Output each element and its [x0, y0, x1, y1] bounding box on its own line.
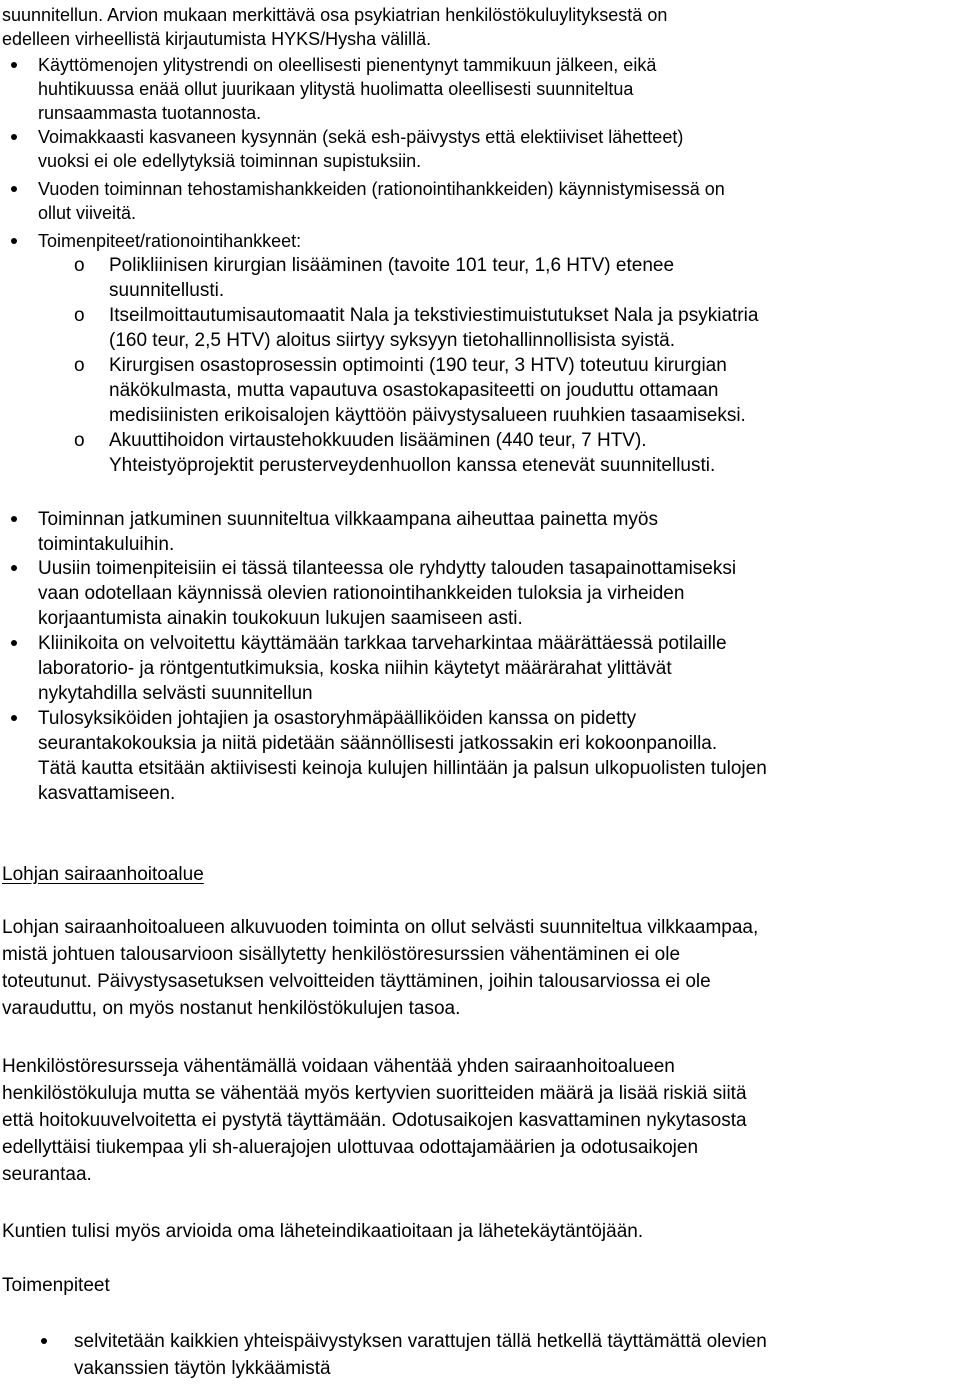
text-line: runsaammasta tuotannosta. — [38, 103, 262, 123]
text-line: nykytahdilla selvästi suunnitellun — [38, 683, 313, 704]
text-line: Tulosyksiköiden johtajien ja osastoryhmäpäälliköiden kanssa on pidetty — [38, 708, 637, 729]
text-line: Henkilöstöresursseja vähentämällä voidaan vähentää yhden sairaanhoitoalueen — [2, 1056, 675, 1077]
sub-bullet-marker: o — [74, 430, 85, 451]
bullet-icon — [11, 565, 17, 571]
text-line: edellyttäisi tiukempaa yli sh-aluerajojen ulottuvaa odottajamäärien ja odotusaikojen — [2, 1137, 699, 1158]
sub-bullet-marker: o — [74, 355, 85, 376]
section-heading: Lohjan sairaanhoitoalue — [2, 864, 204, 885]
bullet-icon — [11, 62, 17, 68]
text-line: mistä johtuen talousarvioon sisällytetty henkilöstöresurssien vähentäminen ei ole — [2, 944, 681, 965]
bullet-icon — [11, 516, 17, 522]
bullet-icon — [11, 186, 17, 192]
text-line: kasvattamiseen. — [38, 783, 176, 804]
text-line: huhtikuussa enää ollut juurikaan ylitystä huolimatta oleellisesti suunniteltua — [38, 79, 634, 99]
text-line: että hoitokuuvelvoitetta ei pystytä täyttämään. Odotusaikojen kasvattaminen nykytasosta — [2, 1110, 747, 1131]
text-line: suunnitellun. Arvion mukaan merkittävä osa psykiatrian henkilöstökuluylityksestä on — [2, 5, 668, 25]
bullet-icon — [11, 715, 17, 721]
sub-bullet-marker: o — [74, 305, 85, 326]
text-line: medisiinisten erikoisalojen käyttöön päivystysalueen ruuhkien tasaamiseksi. — [109, 405, 746, 426]
text-line: ollut viiveitä. — [38, 203, 137, 223]
text-line: Yhteistyöprojektit perusterveydenhuollon kanssa etenevät suunnitellusti. — [109, 455, 716, 476]
text-line: Polikliinisen kirurgian lisääminen (tavoite 101 teur, 1,6 HTV) etenee — [109, 255, 675, 276]
text-line: Akuuttihoidon virtaustehokkuuden lisääminen (440 teur, 7 HTV). — [109, 430, 647, 451]
text-line: vuoksi ei ole edellytyksiä toiminnan supistuksiin. — [38, 151, 422, 171]
text-line: edelleen virheellistä kirjautumista HYKS/Hysha välillä. — [2, 29, 432, 49]
bullet-icon — [11, 134, 17, 140]
text-line: Uusiin toimenpiteisiin ei tässä tilanteessa ole ryhdytty talouden tasapainottamiseksi — [38, 558, 737, 579]
bullet-icon — [41, 1338, 47, 1344]
text-line: henkilöstökuluja mutta se vähentää myös kertyvien suoritteiden määrä ja lisää riskiä siitä — [2, 1083, 747, 1104]
text-line: vakanssien täytön lykkäämistä — [74, 1358, 331, 1379]
text-line: näkökulmasta, mutta vapautuva osastokapasiteetti on jouduttu ottamaan — [109, 380, 719, 401]
text-line: Vuoden toiminnan tehostamishankkeiden (rationointihankkeiden) käynnistymisessä on — [38, 179, 725, 199]
text-line: vaan odotellaan käynnissä olevien rationointihankkeiden tuloksia ja virheiden — [38, 583, 685, 604]
text-line: toteutunut. Päivystysasetuksen velvoitteiden täyttäminen, joihin talousarviossa ei ole — [2, 971, 711, 992]
text-line: Käyttömenojen ylitystrendi on oleellisesti pienentynyt tammikuun jälkeen, eikä — [38, 55, 657, 75]
text-line: Kuntien tulisi myös arvioida oma läheteindikaatioitaan ja lähetekäytäntöjään. — [2, 1221, 644, 1242]
text-line: Tätä kautta etsitään aktiivisesti keinoja kulujen hillintään ja palsun ulkopuolisten tulojen — [38, 758, 767, 779]
text-line: seurantakokouksia ja niitä pidetään säännöllisesti jatkossakin eri kokoonpanoilla. — [38, 733, 718, 754]
text-line: Kirurgisen osastoprosessin optimointi (190 teur, 3 HTV) toteutuu kirurgian — [109, 355, 727, 376]
text-line: korjaantumista ainakin toukokuun lukujen saamiseen asti. — [38, 608, 523, 629]
text-line: suunnitellusti. — [109, 280, 225, 301]
text-line: Voimakkaasti kasvaneen kysynnän (sekä esh-päivystys että elektiiviset lähetteet) — [38, 127, 684, 147]
text-line: (160 teur, 2,5 HTV) aloitus siirtyy syksyyn tietohallinnollisista syistä. — [109, 330, 675, 351]
text-line: Toimenpiteet/rationointihankkeet: — [38, 231, 302, 251]
bullet-icon — [11, 640, 17, 646]
bullet-icon — [11, 238, 17, 244]
text-line: Lohjan sairaanhoitoalueen alkuvuoden toiminta on ollut selvästi suunniteltua vilkkaampaa, — [2, 917, 759, 938]
text-line: laboratorio- ja röntgentutkimuksia, koska niihin käytetyt määrärahat ylittävät — [38, 658, 672, 679]
text-line: toimintakuluihin. — [38, 534, 175, 555]
text-line: seurantaa. — [2, 1164, 92, 1185]
text-line: Toiminnan jatkuminen suunniteltua vilkkaampana aiheuttaa painetta myös — [38, 509, 658, 530]
text-line: Itseilmoittautumisautomaatit Nala ja tekstiviestimuistutukset Nala ja psykiatria — [109, 305, 759, 326]
text-line: selvitetään kaikkien yhteispäivystyksen varattujen tällä hetkellä täyttämättä olevien — [74, 1331, 767, 1352]
subheading: Toimenpiteet — [2, 1275, 110, 1296]
sub-bullet-marker: o — [74, 255, 85, 276]
text-line: Kliinikoita on velvoitettu käyttämään tarkkaa tarveharkintaa määrättäessä potilaille — [38, 633, 727, 654]
text-line: varauduttu, on myös nostanut henkilöstökulujen tasoa. — [2, 998, 461, 1019]
